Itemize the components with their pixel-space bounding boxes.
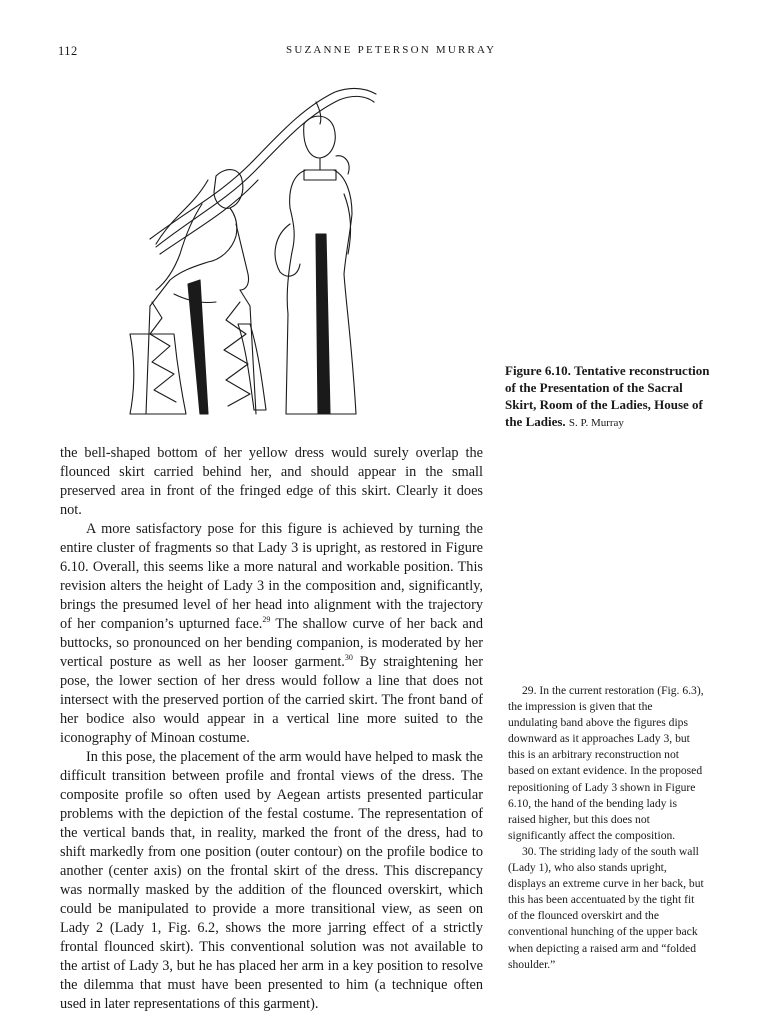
footnote-ref-29[interactable]: 29 bbox=[262, 615, 271, 625]
paragraph-text: A more satisfactory pose for this figure is achieved by turning the entire cluster of fragments so that Lady 3 is upright, as restored in Figure 6.10. Overall, this seems like a more natural and workable position. This revision alters the height of Lady 3 in the composition and, significantly, brings the presumed level of her head into alignment with the trajectory of her companion’s upturned face. bbox=[60, 521, 483, 632]
footnotes bbox=[508, 683, 704, 973]
running-head: SUZANNE PETERSON MURRAY bbox=[286, 44, 497, 56]
bending-lady-figure bbox=[130, 170, 266, 414]
paragraph bbox=[60, 520, 483, 748]
standing-lady-figure bbox=[275, 102, 356, 414]
figure-caption bbox=[505, 362, 710, 432]
fresco-reconstruction-drawing bbox=[90, 84, 400, 424]
footnote-ref-30[interactable]: 30 bbox=[344, 653, 353, 663]
caption-credit: S. P. Murray bbox=[568, 417, 624, 429]
caption-title: Tentative reconstruction of the Presentation of the Sacral Skirt, Room of the Ladies, House of the Ladies. bbox=[505, 363, 710, 429]
page-number: 112 bbox=[58, 44, 78, 58]
footnote-29: 29. In the current restoration (Fig. 6.3), the impression is given that the undulating band above the figures dips downward as it approaches Lady 3, but this is an arbitrary reconstruction not based on extant evidence. In the proposed repositioning of Lady 3 shown in Figure 6.10, the hand of the bending lady is raised higher, but this does not significantly affect the composition. bbox=[508, 684, 704, 842]
figure-illustration bbox=[90, 84, 400, 424]
paragraph-text: By straightening her pose, the lower section of her dress would follow a line that does not intersect with the preserved portion of the carried skirt. The front band of her bodice also would appear in a vertical line more suited to the iconography of Minoan costume. bbox=[60, 654, 484, 746]
footnote-30: 30. The striding lady of the south wall (Lady 1), who also stands upright, displays an extreme curve in her back, but this has been accentuated by the tight fit of the flounced overskirt and the conventional hunching of the upper back when depicting a raised arm and “folded shoulder.” bbox=[508, 844, 704, 971]
caption-label: Figure 6.10. bbox=[505, 363, 571, 378]
paragraph: In this pose, the placement of the arm would have helped to mask the difficult transition between profile and frontal views of the dress. The composite profile so often used by Aegean artists presented particular problems with the depiction of the festal costume. The representation of the vertical bands that, in reality, marked the front of the dress, had to shift markedly from one position (outer contour) on the profile bodice to another (center axis) on the frontal skirt of the dress. This discrepancy was normally masked by the addition of the flounced overskirt, which could be manipulated to provide a more transitional view, as seen on Lady 2 (Lady 1, Fig. 6.2, shows the more jarring effect of a strictly frontal flounced skirt). This conventional solution was not available to the artist of Lady 3, but he has placed her arm in a key position to resolve the dilemma that must have been presented to him (a technique often used in later representations of this garment). bbox=[60, 749, 483, 1012]
paragraph-text: The shallow curve of her back and buttocks, so pronounced on her bending companion, is moderated by her vertical posture as well as her looser garment. bbox=[60, 616, 483, 670]
undulating-band bbox=[150, 88, 376, 239]
main-body-text bbox=[60, 444, 483, 1014]
page-header bbox=[58, 44, 698, 62]
paragraph: the bell-shaped bottom of her yellow dress would surely overlap the flounced skirt carried behind her, and should appear in the small preserved area in front of the fringed edge of this skirt. Clearly it does not. bbox=[60, 445, 483, 518]
